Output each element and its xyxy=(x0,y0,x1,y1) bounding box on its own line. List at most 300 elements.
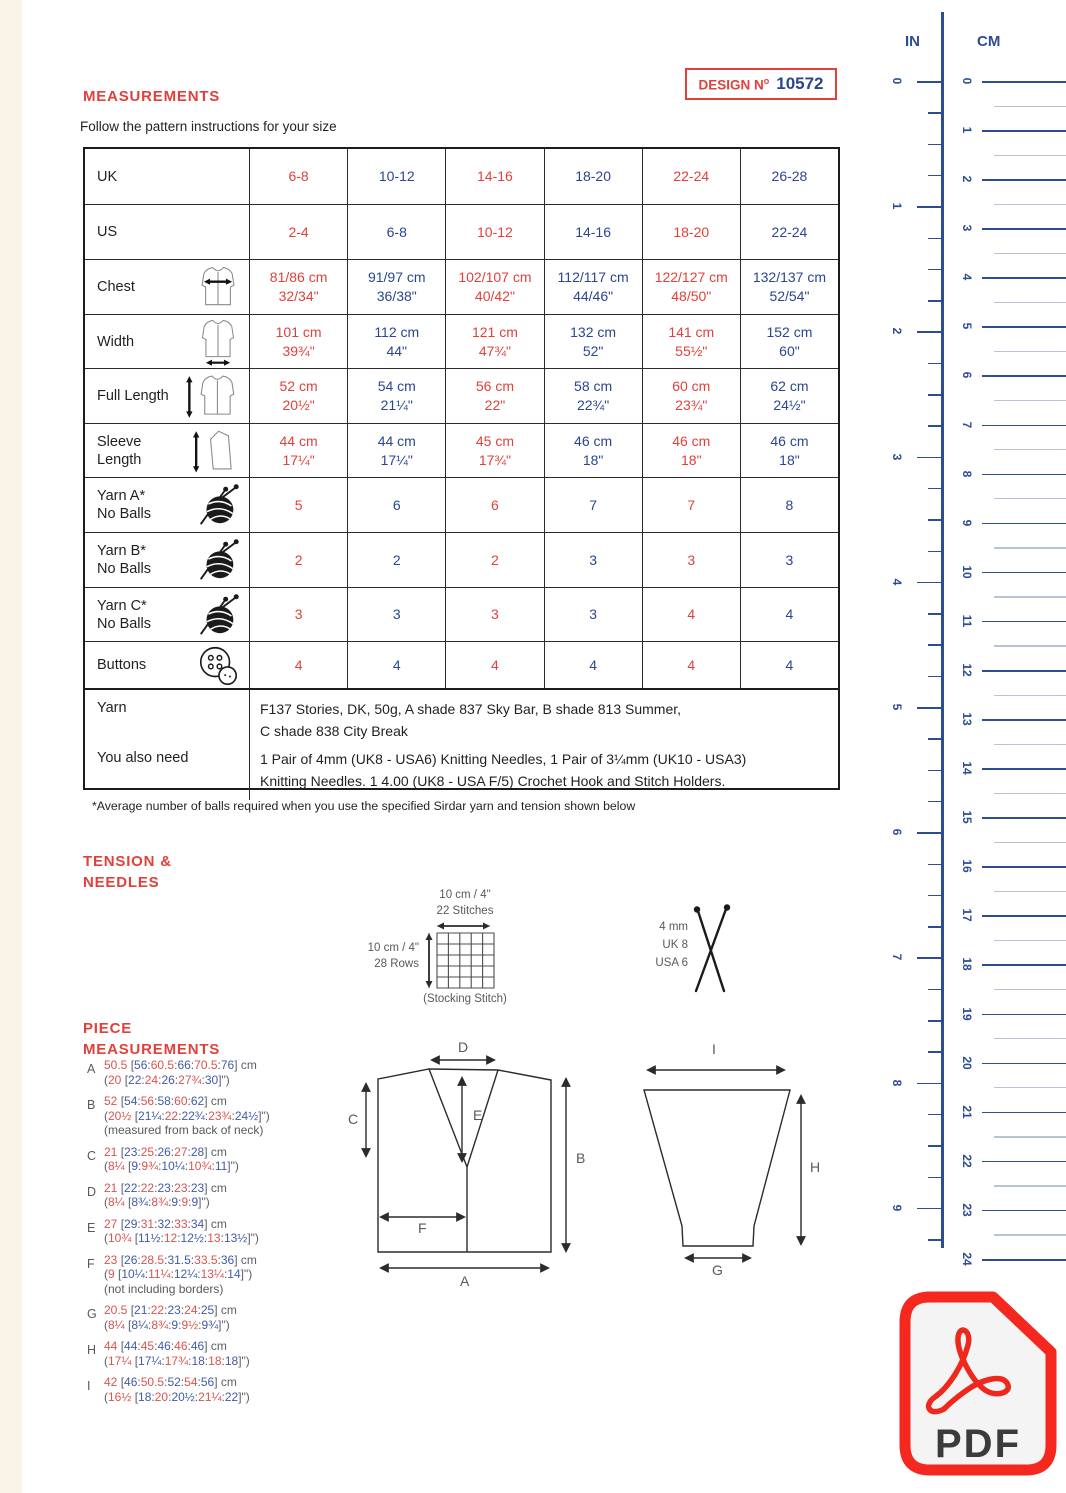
cm-half-tick xyxy=(994,449,1066,450)
piece-values: 42 [46:50.5:52:54:56] cm (16½ [18:20:20½:21¼:22]") xyxy=(104,1375,250,1404)
balls-footnote: *Average number of balls required when you use the specified Sirdar yarn and tension shown below xyxy=(92,799,636,813)
table-row xyxy=(85,641,838,688)
cm-major-tick xyxy=(982,621,1066,623)
in-tick-label: 4 xyxy=(890,578,904,586)
size-value-cell: 22-24 xyxy=(642,149,740,204)
cm-major-tick xyxy=(982,277,1066,279)
table-row xyxy=(85,587,838,641)
row-label: Yarn B* xyxy=(97,543,146,559)
in-major-tick xyxy=(917,707,943,709)
size-value-cell: 56 cm 22" xyxy=(445,369,543,423)
piece-values: 20.5 [21:22:23:24:25] cm (8¼ [8¼:8¾:9:9½:9¾]") xyxy=(104,1303,237,1332)
in-major-tick xyxy=(917,957,943,959)
piece-measurement-item xyxy=(87,1145,347,1174)
in-minor-tick xyxy=(928,1177,943,1179)
piece-letter: I xyxy=(87,1379,91,1393)
cm-major-tick xyxy=(982,228,1066,230)
needle-size-label: 4 mm xyxy=(659,921,688,933)
row-label-line2: No Balls xyxy=(97,615,151,632)
cm-major-tick xyxy=(982,1210,1066,1212)
cm-major-tick xyxy=(982,326,1066,328)
yarn-ball-icon xyxy=(195,533,249,587)
size-value-cell: 2-4 xyxy=(249,205,347,259)
pdf-label: PDF xyxy=(935,1422,1021,1466)
cm-half-tick xyxy=(994,793,1066,794)
cardigan-width-icon xyxy=(195,315,249,368)
size-value-cell: 6-8 xyxy=(347,205,445,259)
cm-major-tick xyxy=(982,130,1066,132)
cm-major-tick xyxy=(982,1259,1066,1261)
cm-tick-label: 4 xyxy=(960,273,974,281)
cm-tick-label: 8 xyxy=(960,470,974,477)
row-label-cell xyxy=(85,533,249,587)
gauge-left-label1: 10 cm / 4" xyxy=(367,942,419,954)
sleeve-piece-diagram xyxy=(620,1030,825,1292)
table-row xyxy=(85,477,838,532)
in-minor-tick xyxy=(928,363,943,365)
size-value-cell: 44 cm 17¼" xyxy=(249,424,347,477)
design-number-box xyxy=(685,68,837,100)
size-value-cell: 44 cm 17¼" xyxy=(347,424,445,477)
size-value-cell: 18-20 xyxy=(642,205,740,259)
piece-letter: D xyxy=(87,1184,97,1199)
row-label-cell xyxy=(85,478,249,532)
cm-major-tick xyxy=(982,670,1066,672)
size-value-cell: 81/86 cm 32/34" xyxy=(249,260,347,314)
size-value-cell: 2 xyxy=(249,533,347,587)
tension-grid-icon xyxy=(420,920,510,995)
size-value-cell: 26-28 xyxy=(740,149,838,204)
cm-major-tick xyxy=(982,375,1066,377)
piece-letter: G xyxy=(87,1307,97,1321)
size-value-cell: 91/97 cm 36/38" xyxy=(347,260,445,314)
pm-heading-line1: PIECE xyxy=(83,1020,133,1037)
cm-tick-label: 20 xyxy=(960,1055,974,1070)
in-major-tick xyxy=(917,1083,943,1085)
size-value-cell: 101 cm 39¾" xyxy=(249,315,347,368)
size-table xyxy=(83,147,840,790)
cm-major-tick xyxy=(982,425,1066,427)
diagram-label-e: E xyxy=(473,1107,483,1123)
size-value-cell: 46 cm 18" xyxy=(642,424,740,477)
in-major-tick xyxy=(917,1208,943,1210)
yarn-info-row xyxy=(85,688,838,800)
row-label: Chest xyxy=(97,279,135,295)
row-label-line2: No Balls xyxy=(97,561,151,577)
cm-tick-label: 0 xyxy=(960,77,974,85)
row-label-cell xyxy=(85,205,249,259)
size-value-cell: 46 cm 18" xyxy=(544,424,642,477)
size-value-cell: 4 xyxy=(445,642,543,688)
piece-measurement-item xyxy=(87,1094,347,1138)
yarn-info-labels xyxy=(85,690,249,800)
size-value-cell: 22-24 xyxy=(740,205,838,259)
row-label: US xyxy=(97,224,118,240)
size-value-cell: 3 xyxy=(740,533,838,587)
size-value-cell: 45 cm 17¾" xyxy=(445,424,543,477)
gauge-top-label1: 10 cm / 4" xyxy=(439,889,491,901)
cm-half-tick xyxy=(994,498,1066,499)
piece-measurement-item xyxy=(87,1303,347,1332)
piece-letter: A xyxy=(87,1062,96,1076)
row-label: Width xyxy=(97,333,135,350)
size-value-cell: 46 cm 18" xyxy=(740,424,838,477)
row-label-cell xyxy=(85,424,249,477)
cm-half-tick xyxy=(994,1038,1066,1039)
in-tick-label: 8 xyxy=(890,1079,904,1086)
piece-letter: H xyxy=(87,1343,97,1357)
in-minor-tick xyxy=(928,551,943,553)
in-minor-tick xyxy=(928,676,943,678)
cm-major-tick xyxy=(982,523,1066,525)
cm-half-tick xyxy=(994,1185,1066,1186)
yarn-info-text xyxy=(249,690,838,800)
in-tick-label: 6 xyxy=(890,828,904,836)
cm-tick-label: 12 xyxy=(960,663,974,677)
size-value-cell: 14-16 xyxy=(445,149,543,204)
cm-half-tick xyxy=(994,645,1066,646)
cm-tick-label: 11 xyxy=(960,614,974,628)
in-major-tick xyxy=(917,81,943,83)
size-value-cell: 112/117 cm 44/46" xyxy=(544,260,642,314)
size-value-cell: 6 xyxy=(445,478,543,532)
size-value-cell: 3 xyxy=(642,533,740,587)
cm-half-tick xyxy=(994,253,1066,254)
cm-tick-label: 24 xyxy=(960,1252,974,1266)
piece-values: 50.5 [56:60.5:66:70.5:76] cm (20 [22:24:26:27¾:30]") xyxy=(104,1058,257,1087)
need-line-2: Knitting Needles. 1 4.00 (UK8 - USA F/5) Crochet Hook and Stitch Holders. xyxy=(260,773,726,789)
design-sup: o xyxy=(763,75,770,86)
cm-tick-label: 21 xyxy=(960,1104,974,1119)
piece-measurements-list xyxy=(87,1058,347,1411)
size-value-cell: 3 xyxy=(347,588,445,641)
cm-major-tick xyxy=(982,866,1066,868)
in-minor-tick xyxy=(928,144,943,146)
size-value-cell: 6 xyxy=(347,478,445,532)
cm-major-tick xyxy=(982,817,1066,819)
design-label: DESIGN $N^o$ xyxy=(698,75,770,93)
cm-half-tick xyxy=(994,351,1066,352)
table-row xyxy=(85,423,838,477)
piece-letter: E xyxy=(87,1220,96,1235)
cm-major-tick xyxy=(982,474,1066,476)
cm-half-tick xyxy=(994,695,1066,696)
piece-values: 52 [54:56:58:60:62] cm (20½ [21¼:22:22¾:23¾:24½]") (measured from back of neck) xyxy=(104,1094,270,1137)
table-row xyxy=(85,149,838,204)
in-minor-tick xyxy=(928,269,943,271)
ruler-in-header: IN xyxy=(905,33,920,50)
diagram-label-a: A xyxy=(460,1273,470,1289)
tension-heading xyxy=(83,851,172,893)
piece-values: 27 [29:31:32:33:34] cm (10¾ [11½:12:12½:13:13½]") xyxy=(104,1216,259,1245)
row-label-cell xyxy=(85,149,249,204)
in-minor-tick xyxy=(928,738,943,740)
buttons-icon xyxy=(195,642,249,688)
piece-letter: B xyxy=(87,1098,96,1112)
table-row xyxy=(85,368,838,423)
piece-note: (measured from back of neck) xyxy=(104,1123,264,1137)
in-tick-label: 1 xyxy=(890,202,904,210)
size-value-cell: 52 cm 20½" xyxy=(249,369,347,423)
size-value-cell: 14-16 xyxy=(544,205,642,259)
cm-half-tick xyxy=(994,842,1066,843)
cm-major-tick xyxy=(982,768,1066,770)
in-tick-label: 5 xyxy=(890,703,904,711)
gauge-caption: (Stocking Stitch) xyxy=(423,993,507,1005)
in-minor-tick xyxy=(928,926,943,928)
piece-measurements-heading xyxy=(83,1018,220,1060)
cm-major-tick xyxy=(982,1161,1066,1163)
in-minor-tick xyxy=(928,644,943,646)
size-value-cell: 112 cm 44" xyxy=(347,315,445,368)
size-value-cell: 3 xyxy=(544,533,642,587)
in-minor-tick xyxy=(928,770,943,772)
in-major-tick xyxy=(917,582,943,584)
piece-letter: F xyxy=(87,1256,95,1271)
diagram-label-d: D xyxy=(458,1039,469,1055)
piece-values: 21 [23:25:26:27:28] cm (8¼ [9:9¾:10¼:10¾:11]") xyxy=(104,1144,239,1173)
in-major-tick xyxy=(917,832,943,834)
needle-uk-label: UK 8 xyxy=(662,939,688,951)
size-value-cell: 132/137 cm 52/54" xyxy=(740,260,838,314)
cm-half-tick xyxy=(994,744,1066,745)
size-value-cell: 7 xyxy=(544,478,642,532)
in-tick-label: 9 xyxy=(890,1204,904,1212)
cm-tick-label: 5 xyxy=(960,323,974,330)
yarn-ball-icon xyxy=(195,588,249,641)
cm-major-tick xyxy=(982,915,1066,917)
row-label-cell xyxy=(85,315,249,368)
diagram-label-b: B xyxy=(576,1150,586,1166)
in-minor-tick xyxy=(928,895,943,897)
yarn-label: Yarn xyxy=(97,700,127,716)
cm-half-tick xyxy=(994,1234,1066,1235)
cm-major-tick xyxy=(982,1112,1066,1114)
piece-measurement-item xyxy=(87,1253,347,1297)
size-value-cell: 2 xyxy=(347,533,445,587)
size-value-cell: 4 xyxy=(740,588,838,641)
cardigan-length-icon xyxy=(183,369,249,423)
in-minor-tick xyxy=(928,519,943,521)
size-value-cell: 141 cm 55½" xyxy=(642,315,740,368)
piece-measurement-item xyxy=(87,1339,347,1368)
row-label: Yarn A* xyxy=(97,488,146,504)
cm-half-tick xyxy=(994,204,1066,205)
size-value-cell: 152 cm 60" xyxy=(740,315,838,368)
size-value-cell: 3 xyxy=(445,588,543,641)
cm-half-tick xyxy=(994,891,1066,892)
row-label-cell xyxy=(85,260,249,314)
cm-major-tick xyxy=(982,719,1066,721)
in-minor-tick xyxy=(928,1239,943,1241)
size-value-cell: 3 xyxy=(544,588,642,641)
cm-tick-label: 15 xyxy=(960,810,974,824)
ruler-divider xyxy=(941,12,944,1248)
knitting-needles-icon xyxy=(688,903,736,997)
cm-tick-label: 10 xyxy=(960,565,974,579)
cm-tick-label: 2 xyxy=(960,175,974,183)
diagram-label-g: G xyxy=(712,1262,723,1278)
cm-tick-label: 3 xyxy=(960,224,974,232)
size-value-cell: 8 xyxy=(740,478,838,532)
in-minor-tick xyxy=(928,175,943,177)
cm-tick-label: 9 xyxy=(960,519,974,527)
yarn-ball-icon xyxy=(195,478,249,532)
cm-half-tick xyxy=(994,1087,1066,1088)
cm-half-tick xyxy=(994,989,1066,990)
in-minor-tick xyxy=(928,613,943,615)
gauge-left-label2: 28 Rows xyxy=(374,958,419,970)
cm-tick-label: 23 xyxy=(960,1203,974,1217)
tension-heading-line1: TENSION & xyxy=(83,853,172,870)
in-minor-tick xyxy=(928,394,943,396)
size-value-cell: 3 xyxy=(249,588,347,641)
size-value-cell: 4 xyxy=(249,642,347,688)
size-value-cell: 5 xyxy=(249,478,347,532)
cm-major-tick xyxy=(982,1063,1066,1065)
size-value-cell: 10-12 xyxy=(347,149,445,204)
cm-half-tick xyxy=(994,106,1066,107)
size-value-cell: 121 cm 47¾" xyxy=(445,315,543,368)
piece-note: (not including borders) xyxy=(104,1281,224,1296)
piece-measurement-item xyxy=(87,1375,347,1404)
size-value-cell: 122/127 cm 48/50" xyxy=(642,260,740,314)
row-label-cell xyxy=(85,588,249,641)
ruler-cm-header: CM xyxy=(977,33,1001,50)
body-piece-diagram xyxy=(340,1030,610,1292)
page-edge xyxy=(0,0,22,1493)
design-number: 10572 xyxy=(776,74,824,93)
size-value-cell: 54 cm 21¼" xyxy=(347,369,445,423)
size-value-cell: 4 xyxy=(642,588,740,641)
size-value-cell: 102/107 cm 40/42" xyxy=(445,260,543,314)
diagram-label-c: C xyxy=(348,1111,359,1127)
in-major-tick xyxy=(917,206,943,208)
size-value-cell: 2 xyxy=(445,533,543,587)
row-label: Yarn C* xyxy=(97,597,147,614)
cm-tick-label: 6 xyxy=(960,372,974,379)
size-value-cell: 6-8 xyxy=(249,149,347,204)
row-label: Sleeve Length xyxy=(97,433,142,468)
cm-half-tick xyxy=(994,596,1066,597)
size-value-cell: 58 cm 22¾" xyxy=(544,369,642,423)
piece-measurement-item xyxy=(87,1181,347,1210)
table-row xyxy=(85,204,838,259)
row-label: Full Length xyxy=(97,388,169,404)
in-minor-tick xyxy=(928,1114,943,1116)
measurements-subheading: Follow the pattern instructions for your size xyxy=(80,119,337,134)
size-value-cell: 60 cm 23¾" xyxy=(642,369,740,423)
piece-values: 23 [26:28.5:31.5:33.5:36] cm (9 [10¼:11¼:12¼:13¼:14]") (not including borders) xyxy=(104,1252,257,1296)
pdf-file-badge[interactable] xyxy=(897,1289,1060,1479)
cm-tick-label: 17 xyxy=(960,908,974,923)
need-line-1: 1 Pair of 4mm (UK8 - USA6) Knitting Needles, 1 Pair of 3¼mm (UK10 - USA3) xyxy=(260,751,747,767)
size-value-cell: 4 xyxy=(740,642,838,688)
gauge-top-label2: 22 Stitches xyxy=(436,905,494,917)
in-minor-tick xyxy=(928,801,943,803)
cm-tick-label: 16 xyxy=(960,859,974,873)
cm-half-tick xyxy=(994,400,1066,401)
table-row xyxy=(85,259,838,314)
size-value-cell: 4 xyxy=(544,642,642,688)
piece-measurement-item xyxy=(87,1058,347,1087)
piece-values: 21 [22:22:23:23:23] cm (8¼ [8¾:8¾:9:9:9]") xyxy=(104,1180,227,1209)
in-minor-tick xyxy=(928,1145,943,1147)
in-minor-tick xyxy=(928,1051,943,1053)
row-label-cell xyxy=(85,642,249,688)
in-tick-label: 0 xyxy=(890,77,904,85)
piece-letter: C xyxy=(87,1148,97,1163)
in-minor-tick xyxy=(928,864,943,866)
measurements-heading: MEASUREMENTS xyxy=(83,88,221,105)
you-also-need-label: You also need xyxy=(97,750,189,766)
cm-half-tick xyxy=(994,1136,1066,1137)
in-tick-label: 3 xyxy=(890,453,904,460)
diagram-label-i: I xyxy=(712,1041,716,1057)
in-tick-label: 2 xyxy=(890,328,904,335)
in-minor-tick xyxy=(928,112,943,114)
size-value-cell: 4 xyxy=(347,642,445,688)
size-value-cell: 132 cm 52" xyxy=(544,315,642,368)
cm-half-tick xyxy=(994,155,1066,156)
cm-major-tick xyxy=(982,1014,1066,1016)
cm-tick-label: 1 xyxy=(960,126,974,134)
diagram-label-f: F xyxy=(418,1220,427,1236)
in-major-tick xyxy=(917,457,943,459)
yarn-line-1: F137 Stories, DK, 50g, A shade 837 Sky Bar, B shade 813 Summer, xyxy=(260,701,682,717)
row-label: Buttons xyxy=(97,657,147,673)
cm-major-tick xyxy=(982,81,1066,83)
piece-measurement-item xyxy=(87,1217,347,1246)
in-minor-tick xyxy=(928,1020,943,1022)
size-value-cell: 7 xyxy=(642,478,740,532)
yarn-line-2: C shade 838 City Break xyxy=(260,723,408,739)
cm-tick-label: 18 xyxy=(960,957,974,972)
cm-tick-label: 13 xyxy=(960,712,974,726)
piece-values: 44 [44:45:46:46:46] cm (17¼ [17¼:17¾:18:18:18]") xyxy=(104,1339,250,1368)
pm-heading-line2: MEASUREMENTS xyxy=(83,1041,221,1058)
cm-tick-label: 7 xyxy=(960,421,974,428)
cm-tick-label: 22 xyxy=(960,1154,974,1168)
in-major-tick xyxy=(917,331,943,333)
size-value-cell: 18-20 xyxy=(544,149,642,204)
cm-half-tick xyxy=(994,302,1066,303)
in-minor-tick xyxy=(928,238,943,240)
row-label-cell xyxy=(85,369,249,423)
row-label: UK xyxy=(97,168,118,185)
size-value-cell: 4 xyxy=(642,642,740,688)
cm-major-tick xyxy=(982,179,1066,181)
in-minor-tick xyxy=(928,488,943,490)
table-row xyxy=(85,532,838,587)
in-minor-tick xyxy=(928,989,943,991)
size-table-rows xyxy=(85,149,838,688)
in-tick-label: 7 xyxy=(890,954,904,961)
needle-usa-label: USA 6 xyxy=(655,957,688,969)
in-minor-tick xyxy=(928,300,943,302)
cardigan-chest-icon xyxy=(195,260,249,314)
size-value-cell: 10-12 xyxy=(445,205,543,259)
cm-tick-label: 19 xyxy=(960,1006,974,1021)
cm-half-tick xyxy=(994,940,1066,941)
cm-half-tick xyxy=(994,547,1066,548)
tension-heading-line2: NEEDLES xyxy=(83,874,160,891)
sleeve-length-icon xyxy=(189,424,249,477)
row-label-line2: No Balls xyxy=(97,506,151,522)
cm-tick-label: 14 xyxy=(960,761,974,775)
cm-major-tick xyxy=(982,964,1066,966)
in-minor-tick xyxy=(928,425,943,427)
